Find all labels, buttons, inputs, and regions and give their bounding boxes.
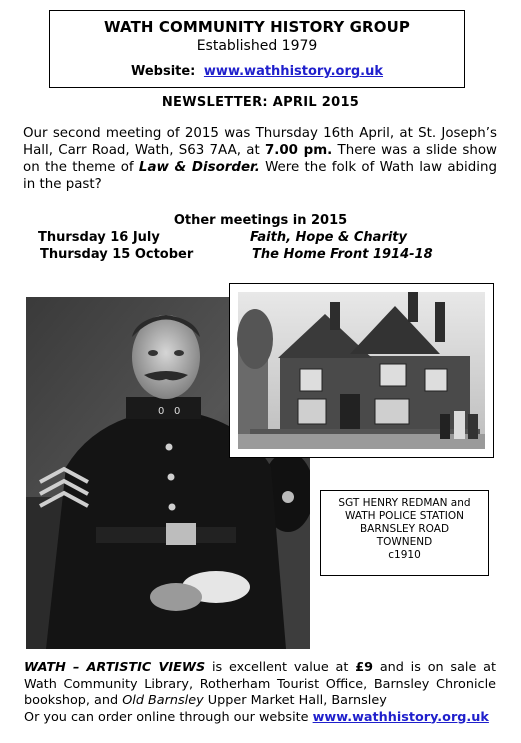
photo-caption-box	[320, 490, 489, 576]
header-box	[49, 10, 465, 88]
meetings-heading: Other meetings in 2015	[173, 213, 348, 228]
caption-line: SGT HENRY REDMAN and	[338, 497, 471, 509]
footer-text-3: Upper Market Hall, Barnsley	[203, 693, 387, 708]
meeting-theme: Law & Disorder.	[138, 160, 260, 175]
established-line: Established 1979	[196, 38, 318, 54]
intro-text-2: There was a slide show on the theme of	[23, 143, 497, 175]
website-label: Website:	[130, 64, 196, 79]
svg-text:0: 0	[174, 406, 181, 417]
meeting-topic: The Home Front 1914-18	[252, 247, 433, 262]
caption-line: WATH POLICE STATION	[345, 510, 464, 522]
newsletter-title: NEWSLETTER: APRIL 2015	[161, 95, 360, 110]
product-name: WATH – ARTISTIC VIEWS	[24, 660, 206, 675]
police-station-photo	[229, 283, 494, 458]
website-link[interactable]: www.wathhistory.org.uk	[203, 64, 384, 79]
intro-text-3: Were the folk of Wath law abiding in the past?	[23, 160, 497, 192]
meeting-row	[40, 247, 433, 262]
svg-text:0: 0	[158, 406, 165, 417]
footer-text-4: Or you can order online through our website	[24, 709, 313, 725]
product-price: £9	[355, 660, 374, 675]
sale-place: Old Barnsley	[122, 693, 204, 708]
caption-line: c1910	[388, 549, 421, 561]
meeting-time: 7.00 pm.	[264, 143, 333, 158]
meeting-row	[38, 230, 407, 245]
website-line	[50, 64, 464, 79]
caption-line: TOWNEND	[376, 536, 433, 548]
group-title: WATH COMMUNITY HISTORY GROUP	[104, 18, 410, 36]
intro-text-1: Our second meeting of 2015 was Thursday 16th April, at St. Joseph’s Hall, Carr Road, Wath, S63 7AA, at	[23, 126, 497, 158]
caption-line: BARNSLEY ROAD	[359, 523, 450, 535]
meeting-date: Thursday 16 July	[38, 230, 160, 245]
meeting-topic: Faith, Hope & Charity	[250, 230, 407, 245]
meeting-date: Thursday 15 October	[40, 247, 194, 262]
intro-paragraph	[23, 125, 497, 193]
footer-website-link[interactable]: www.wathhistory.org.uk	[312, 709, 489, 725]
footer-text-1: is excellent value at	[205, 660, 356, 675]
footer-paragraph	[24, 660, 496, 726]
footer-text-2: and is on sale at Wath Community Library, Rotherham Tourist Office, Barnsley Chronicle bookshop, and	[24, 660, 496, 708]
